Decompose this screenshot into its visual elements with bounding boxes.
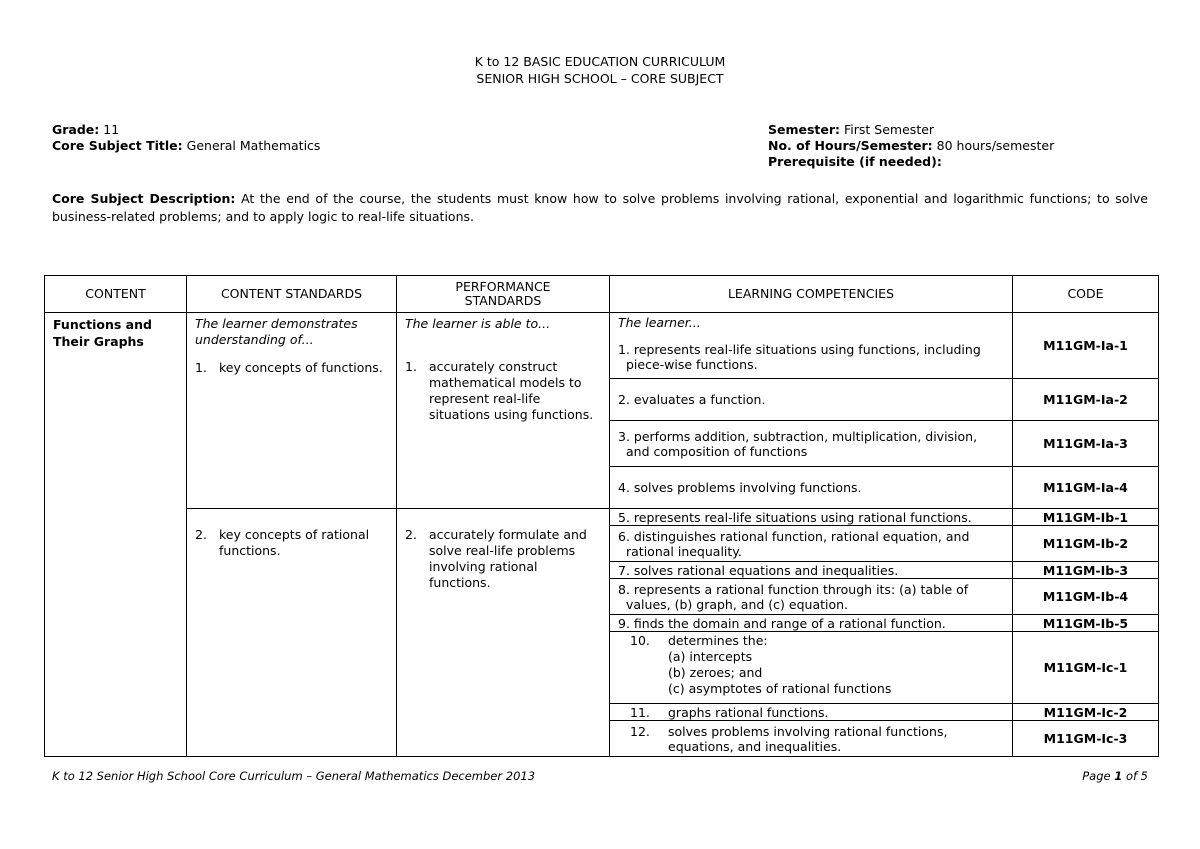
subject-description [52,190,1148,226]
lc-item-2: 2. evaluates a function. [610,379,1013,421]
semester-label: Semester: [768,122,841,137]
footer-text: K to 12 Senior High School Core Curriculum – General Mathematics December 2013 [52,769,536,783]
performance-standards-1 [397,313,610,509]
content-standards-1 [187,313,397,509]
content-cell: Functions and Their Graphs [45,313,187,757]
grade-label: Grade: [52,122,100,137]
content-standards-2 [187,509,397,757]
performance-standards-2 [397,509,610,757]
lc-intro: The learner... [618,315,701,330]
meta-right [768,122,1054,170]
header-content: CONTENT [45,276,187,313]
code-cell-9: M11GM-Ib-5 [1013,615,1159,632]
ps-intro: The learner is able to... [405,316,551,331]
cs-item-2: 2. key concepts of rational functions. [195,527,370,558]
grade-value: 11 [103,122,120,137]
cs-intro: The learner demonstrates understanding of... [195,316,358,347]
lc-item-7: 7. solves rational equations and inequalities. [610,562,1013,579]
code-cell-6: M11GM-Ib-2 [1013,526,1159,562]
document-title: K to 12 BASIC EDUCATION CURRICULUM [474,54,726,69]
lc-item-10: 10. determines the: (a) intercepts (b) zeroes; and (c) asymptotes of rational functions [610,632,1013,704]
hours-value: 80 hours/semester [936,138,1055,153]
table-row [45,313,1159,379]
lc-item-6: 6. distinguishes rational function, rational equation, and rational inequality. [610,526,1013,562]
curriculum-table [44,275,1159,757]
lc-item-8: 8. represents a rational function through its: (a) table of values, (b) graph, and (c) equation. [610,579,1013,615]
lc-item-1: 1. represents real-life situations using functions, including piece-wise functions. [618,342,981,372]
table-row [45,509,1159,526]
subject-title-label: Core Subject Title: [52,138,183,153]
document-subtitle: SENIOR HIGH SCHOOL – CORE SUBJECT [476,71,724,86]
code-cell-1: M11GM-Ia-1 [1013,313,1159,379]
description-label: Core Subject Description: [52,191,236,206]
table-header-row [45,276,1159,313]
hours-label: No. of Hours/Semester: [768,138,933,153]
lc-cell-1 [610,313,1013,379]
page-number: Page 1 of 5 [1082,769,1148,783]
header-learning-competencies: LEARNING COMPETENCIES [610,276,1013,313]
header-content-standards: CONTENT STANDARDS [187,276,397,313]
header-performance-standards: PERFORMANCE STANDARDS [397,276,610,313]
lc-item-3: 3. performs addition, subtraction, multiplication, division, and composition of functions [610,421,1013,467]
lc-item-5: 5. represents real-life situations using rational functions. [610,509,1013,526]
lc-item-4: 4. solves problems involving functions. [610,467,1013,509]
cs-item-1: 1. key concepts of functions. [195,360,383,375]
lc-item-12: 12. solves problems involving rational functions, equations, and inequalities. [610,721,1013,757]
code-cell-5: M11GM-Ib-1 [1013,509,1159,526]
code-cell-3: M11GM-Ia-3 [1013,421,1159,467]
subject-title-value: General Mathematics [186,138,321,153]
code-cell-11: M11GM-Ic-2 [1013,704,1159,721]
lc-item-11: 11. graphs rational functions. [610,704,1013,721]
code-cell-12: M11GM-Ic-3 [1013,721,1159,757]
description-text: At the end of the course, the students must know how to solve problems involving rational, exponential and logarithmic functions; to solve business-related problems; and to apply logic to real-life situations. [52,191,1148,224]
code-cell-7: M11GM-Ib-3 [1013,562,1159,579]
code-cell-4: M11GM-Ia-4 [1013,467,1159,509]
code-cell-10: M11GM-Ic-1 [1013,632,1159,704]
code-cell-2: M11GM-Ia-2 [1013,379,1159,421]
header-code: CODE [1013,276,1159,313]
lc-item-9: 9. finds the domain and range of a rational function. [610,615,1013,632]
meta-left [52,122,320,154]
semester-value: First Semester [844,122,935,137]
ps-item-2: 2. accurately formulate and solve real-life problems involving rational functions. [405,527,587,590]
code-cell-8: M11GM-Ib-4 [1013,579,1159,615]
ps-item-1: 1. accurately construct mathematical models to represent real-life situations using functions. [405,359,594,422]
prerequisite-label: Prerequisite (if needed): [768,154,942,169]
